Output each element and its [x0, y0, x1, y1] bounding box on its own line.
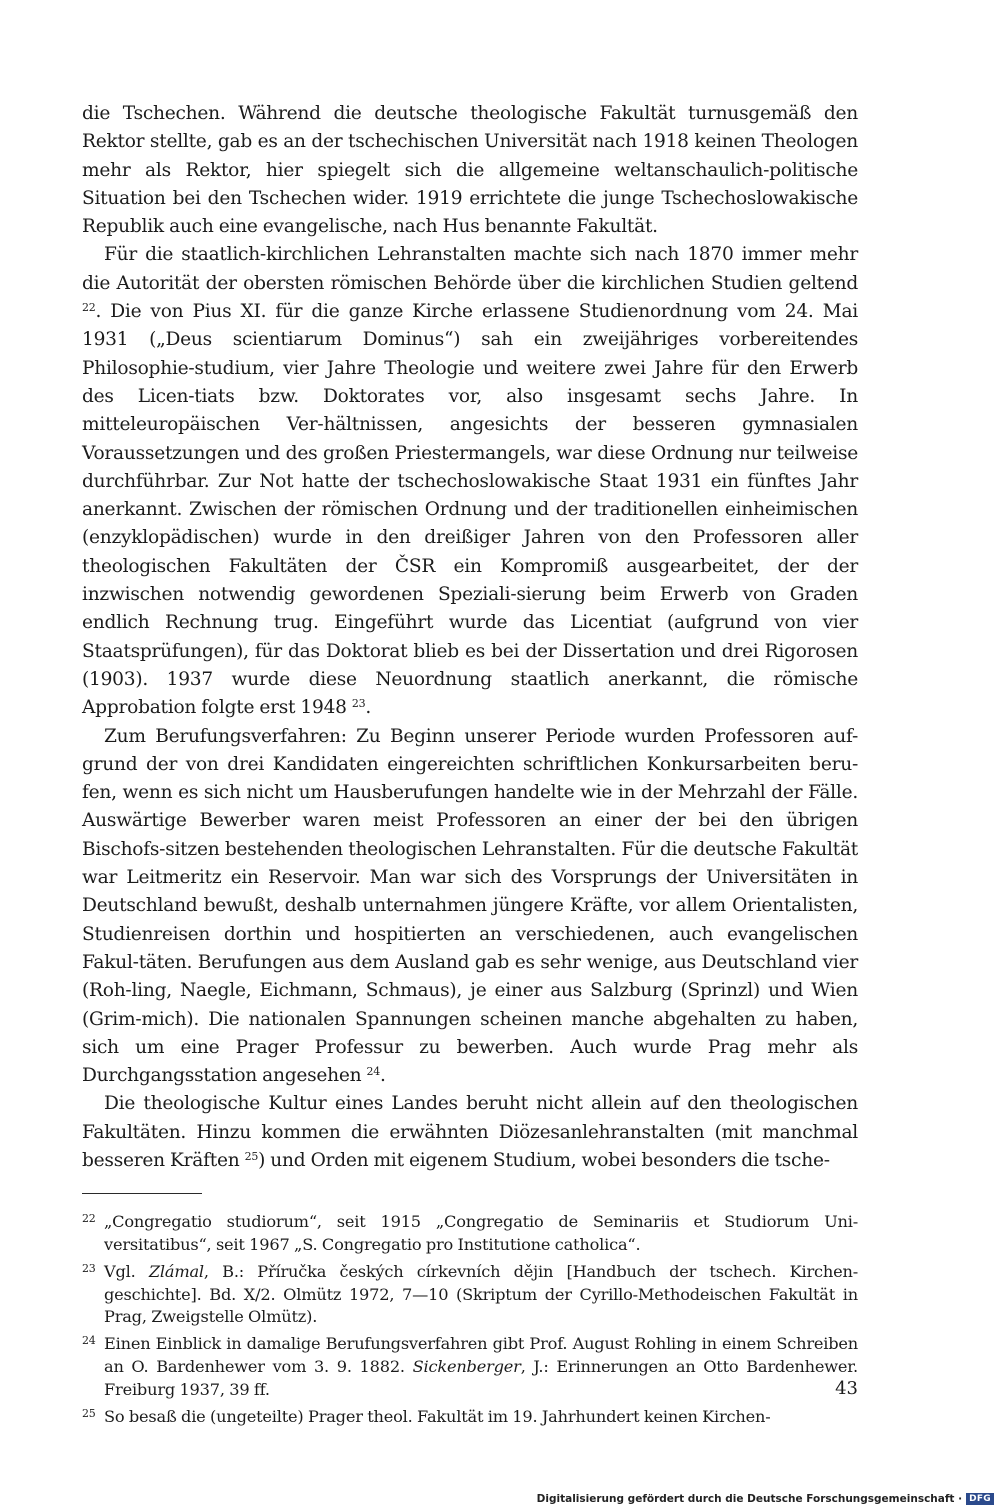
- page-number: 43: [835, 1378, 858, 1399]
- footnote-text: Einen Einblick in damalige Berufungsverfahren gibt Prof. August Rohling in einem Schreiben an O. Bardenhewer vom 3. 9. 1882. Sickenberger, J.: Erinnerungen an Otto Bardenhewer. Freiburg 1937, 39 ff.: [104, 1334, 858, 1399]
- footnote: [82, 1403, 858, 1429]
- digitization-note: Digitalisierung gefördert durch die Deutsche Forschungsgemeinschaft ·: [536, 1493, 963, 1505]
- main-text: [82, 100, 858, 1175]
- paragraph: Zum Berufungsverfahren: Zu Beginn unserer Periode wurden Professoren auf-grund der von drei Kandidaten eingereichten schriftlichen Konkursarbeiten beru-fen, wenn es sich nicht um Hausberufungen handelte wie in der Mehrzahl der Fälle. Auswärtige Bewerber waren meist Professoren an einer der bei den übrigen Bischofs-sitzen bestehenden theologischen Lehranstalten. Für die deutsche Fakultät war Leitmeritz ein Reservoir. Man war sich des Vorsprungs der Universitäten in Deutschland bewußt, deshalb unternahmen jüngere Kräfte, vor allem Orientalisten, Studienreisen dorthin und hospitierten an verschiedenen, auch evangelischen Fakul-täten. Berufungen aus dem Ausland gab es sehr wenige, aus Deutschland vier (Roh-ling, Naegle, Eichmann, Schmaus), je einer aus Salzburg (Sprinzl) und Wien (Grim-mich). Die nationalen Spannungen scheinen manche abgehalten zu haben, sich um eine Prager Professur zu bewerben. Auch wurde Prag mehr als Durchgangsstation angesehen $^{24}$.: [82, 725, 858, 1087]
- digitization-credit: [537, 1493, 994, 1505]
- paragraph: die Tschechen. Während die deutsche theologische Fakultät turnusgemäß den Rektor stellte, gab es an der tschechischen Universität nach 1918 keinen Theologen mehr als Rektor, hier spiegelt sich die allgemeine weltanschaulich-politische Situation bei den Tschechen wider. 1919 errichtete die junge Tschechoslowakische Republik auch eine evangelische, nach Hus benannte Fakultät.: [82, 103, 858, 238]
- footnote-number: 25: [82, 1406, 96, 1420]
- footnote-number: 23: [82, 1261, 96, 1275]
- footnote: [82, 1330, 858, 1401]
- dfg-logo: DFG: [966, 1493, 994, 1505]
- footnote: [82, 1208, 858, 1257]
- footnote-rule: [82, 1193, 202, 1194]
- footnote: [82, 1258, 858, 1329]
- footnote-number: 24: [82, 1334, 96, 1348]
- paragraph: Die theologische Kultur eines Landes beruht nicht allein auf den theologischen Fakultäten. Hinzu kommen die erwähnten Diözesanlehranstalten (mit manchmal besseren Kräften $^{25}$) und Orden mit eigenem Studium, wobei besonders die tsche-: [82, 1093, 858, 1171]
- footnote-text: „Congregatio studiorum“, seit 1915 „Congregatio de Seminariis et Studiorum Uni-versitatibus“, seit 1967 „S. Congregatio pro Institutione catholica“.: [104, 1212, 858, 1255]
- footnote-text: So besaß die (ungeteilte) Prager theol. Fakultät im 19. Jahrhundert keinen Kirchen-: [104, 1406, 771, 1426]
- footnotes: [82, 1208, 858, 1428]
- footnote-number: 22: [82, 1212, 96, 1226]
- page-body: [82, 100, 858, 1429]
- paragraph: Für die staatlich-kirchlichen Lehranstalten machte sich nach 1870 immer mehr die Autorität der obersten römischen Behörde über die kirchlichen Studien geltend $^{22}$. Die von Pius XI. für die ganze Kirche erlassene Studienordnung vom 24. Mai 1931 („Deus scientiarum Dominus“) sah ein zweijähriges vorbereitendes Philosophie-studium, vier Jahre Theologie und weitere zwei Jahre für den Erwerb des Licen-tiats bzw. Doktorates vor, also insgesamt sechs Jahre. In mitteleuropäischen Ver-hältnissen, angesichts der besseren gymnasialen Voraussetzungen und des großen Priestermangels, war diese Ordnung nur teilweise durchführbar. Zur Not hatte der tschechoslowakische Staat 1931 ein fünftes Jahr anerkannt. Zwischen der römischen Ordnung und der traditionellen einheimischen (enzyklopädischen) wurde in den dreißiger Jahren von den Professoren aller theologischen Fakultäten der ČSR ein Kompromiß ausgearbeitet, der der inzwischen notwendig gewordenen Speziali-sierung beim Erwerb von Graden endlich Rechnung trug. Eingeführt wurde das Licentiat (aufgrund von vier Staatsprüfungen), für das Doktorat blieb es bei der Dissertation und drei Rigorosen (1903). 1937 wurde diese Neuordnung staatlich anerkannt, die römische Approbation folgte erst 1948 $^{23}$.: [82, 244, 858, 719]
- footnote-text: Vgl. Zlámal, B.: Příručka českých církevních dějin [Handbuch der tschech. Kirchen-geschichte]. Bd. X/2. Olmütz 1972, 7—10 (Skriptum der Cyrillo-Methodeischen Fakultät in Prag, Zweigstelle Olmütz).: [104, 1261, 858, 1327]
